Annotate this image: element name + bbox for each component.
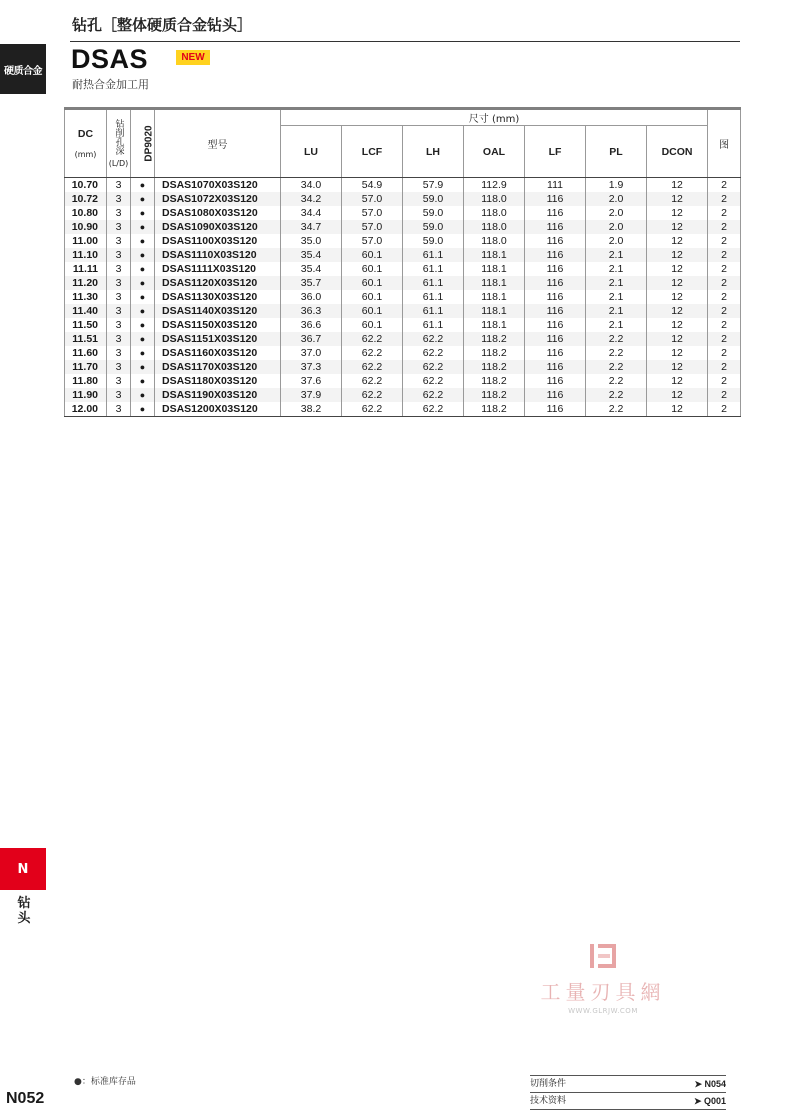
cell-stock: ● xyxy=(131,248,155,262)
table-row xyxy=(65,220,741,234)
header-dc-unit: (mm) xyxy=(74,150,97,159)
reference-target[interactable]: ➤ N054 xyxy=(694,1079,726,1089)
cell-model: DSAS1140X03S120 xyxy=(155,304,281,318)
header-dc: DC (mm) xyxy=(65,109,107,178)
cell-oal: 118.2 xyxy=(464,346,525,360)
reference-links xyxy=(530,1075,726,1110)
header-depth-unit: (L/D) xyxy=(108,158,129,168)
table-row xyxy=(65,332,741,346)
cell-ld: 3 xyxy=(107,346,131,360)
cell-pl: 2.1 xyxy=(586,304,647,318)
cell-oal: 118.0 xyxy=(464,234,525,248)
cell-stock: ● xyxy=(131,318,155,332)
cell-lcf: 60.1 xyxy=(342,318,403,332)
watermark-name: 工量刃具網 xyxy=(540,980,666,1004)
cell-lf: 111 xyxy=(525,178,586,193)
cell-stock: ● xyxy=(131,262,155,276)
cell-lf: 116 xyxy=(525,374,586,388)
section-tab-n[interactable]: N xyxy=(0,848,46,890)
cell-lf: 116 xyxy=(525,192,586,206)
cell-ld: 3 xyxy=(107,374,131,388)
cell-dc: 11.40 xyxy=(65,304,107,318)
cell-ld: 3 xyxy=(107,360,131,374)
cell-lu: 35.4 xyxy=(281,262,342,276)
cell-lf: 116 xyxy=(525,360,586,374)
product-subtitle: 耐热合金加工用 xyxy=(72,78,149,91)
table-row xyxy=(65,346,741,360)
cell-oal: 118.1 xyxy=(464,304,525,318)
header-lu: LU xyxy=(281,126,342,178)
cell-lcf: 54.9 xyxy=(342,178,403,193)
cell-lf: 116 xyxy=(525,276,586,290)
cell-pl: 2.0 xyxy=(586,220,647,234)
cell-ld: 3 xyxy=(107,220,131,234)
reference-label: 技术资料 xyxy=(530,1096,567,1106)
cell-fig: 2 xyxy=(708,276,741,290)
cell-oal: 118.2 xyxy=(464,374,525,388)
table-row xyxy=(65,360,741,374)
cell-dcon: 12 xyxy=(647,388,708,402)
header-lh: LH xyxy=(403,126,464,178)
cell-ld: 3 xyxy=(107,332,131,346)
cell-pl: 2.1 xyxy=(586,262,647,276)
cell-model: DSAS1160X03S120 xyxy=(155,346,281,360)
cell-dcon: 12 xyxy=(647,374,708,388)
cell-lh: 61.1 xyxy=(403,290,464,304)
cell-fig: 2 xyxy=(708,360,741,374)
cell-fig: 2 xyxy=(708,374,741,388)
header-lcf: LCF xyxy=(342,126,403,178)
cell-ld: 3 xyxy=(107,388,131,402)
cell-dc: 11.20 xyxy=(65,276,107,290)
watermark-url: WWW.GLRJW.COM xyxy=(568,1007,638,1015)
cell-lu: 34.7 xyxy=(281,220,342,234)
table-row xyxy=(65,402,741,417)
cell-dc: 10.72 xyxy=(65,192,107,206)
cell-fig: 2 xyxy=(708,192,741,206)
cell-lu: 38.2 xyxy=(281,402,342,417)
cell-model: DSAS1080X03S120 xyxy=(155,206,281,220)
cell-pl: 2.2 xyxy=(586,346,647,360)
cell-lh: 61.1 xyxy=(403,318,464,332)
cell-fig: 2 xyxy=(708,388,741,402)
cell-lh: 62.2 xyxy=(403,388,464,402)
cell-lh: 61.1 xyxy=(403,304,464,318)
cell-lcf: 62.2 xyxy=(342,402,403,417)
cell-fig: 2 xyxy=(708,402,741,417)
cell-lcf: 57.0 xyxy=(342,206,403,220)
table-row xyxy=(65,262,741,276)
cell-model: DSAS1190X03S120 xyxy=(155,388,281,402)
cell-model: DSAS1090X03S120 xyxy=(155,220,281,234)
table-row xyxy=(65,388,741,402)
cell-lf: 116 xyxy=(525,206,586,220)
cell-dcon: 12 xyxy=(647,206,708,220)
cell-lu: 37.3 xyxy=(281,360,342,374)
header-model: 型号 xyxy=(155,109,281,178)
cell-ld: 3 xyxy=(107,290,131,304)
cell-pl: 2.2 xyxy=(586,402,647,417)
cell-lf: 116 xyxy=(525,220,586,234)
cell-lu: 36.0 xyxy=(281,290,342,304)
cell-oal: 118.1 xyxy=(464,262,525,276)
cell-pl: 2.1 xyxy=(586,318,647,332)
table-row xyxy=(65,178,741,193)
cell-stock: ● xyxy=(131,346,155,360)
table-row xyxy=(65,276,741,290)
cell-stock: ● xyxy=(131,178,155,193)
cell-lcf: 60.1 xyxy=(342,248,403,262)
reference-target[interactable]: ➤ Q001 xyxy=(693,1096,726,1106)
cell-model: DSAS1151X03S120 xyxy=(155,332,281,346)
watermark xyxy=(536,942,670,1015)
cell-lh: 62.2 xyxy=(403,402,464,417)
cell-pl: 2.0 xyxy=(586,206,647,220)
cell-dc: 11.50 xyxy=(65,318,107,332)
cell-dcon: 12 xyxy=(647,290,708,304)
cell-dc: 11.80 xyxy=(65,374,107,388)
table-row xyxy=(65,290,741,304)
cell-dcon: 12 xyxy=(647,220,708,234)
header-oal: OAL xyxy=(464,126,525,178)
cell-fig: 2 xyxy=(708,346,741,360)
header-dcon: DCON xyxy=(647,126,708,178)
cell-dcon: 12 xyxy=(647,346,708,360)
cell-oal: 118.2 xyxy=(464,332,525,346)
cell-dc: 10.90 xyxy=(65,220,107,234)
cell-oal: 118.0 xyxy=(464,192,525,206)
header-pl: PL xyxy=(586,126,647,178)
cell-lh: 62.2 xyxy=(403,360,464,374)
cell-lh: 61.1 xyxy=(403,276,464,290)
cell-stock: ● xyxy=(131,290,155,304)
cell-dcon: 12 xyxy=(647,178,708,193)
cell-lcf: 62.2 xyxy=(342,332,403,346)
cell-lcf: 60.1 xyxy=(342,276,403,290)
cell-lf: 116 xyxy=(525,332,586,346)
cell-lf: 116 xyxy=(525,262,586,276)
cell-model: DSAS1180X03S120 xyxy=(155,374,281,388)
cell-lu: 34.4 xyxy=(281,206,342,220)
cell-oal: 118.0 xyxy=(464,206,525,220)
cell-dcon: 12 xyxy=(647,262,708,276)
cell-ld: 3 xyxy=(107,402,131,417)
cell-lu: 34.0 xyxy=(281,178,342,193)
cell-dc: 11.70 xyxy=(65,360,107,374)
cell-dcon: 12 xyxy=(647,360,708,374)
cell-stock: ● xyxy=(131,192,155,206)
cell-lh: 61.1 xyxy=(403,262,464,276)
cell-lcf: 62.2 xyxy=(342,374,403,388)
table-row xyxy=(65,304,741,318)
cell-lcf: 57.0 xyxy=(342,234,403,248)
cell-dcon: 12 xyxy=(647,304,708,318)
cell-dc: 10.80 xyxy=(65,206,107,220)
cell-lcf: 57.0 xyxy=(342,220,403,234)
cell-model: DSAS1100X03S120 xyxy=(155,234,281,248)
cell-ld: 3 xyxy=(107,262,131,276)
cell-pl: 2.2 xyxy=(586,388,647,402)
cell-lf: 116 xyxy=(525,318,586,332)
cell-fig: 2 xyxy=(708,332,741,346)
product-name: DSAS xyxy=(71,44,149,74)
cell-model: DSAS1110X03S120 xyxy=(155,248,281,262)
header-figure: 图 xyxy=(708,109,741,178)
cell-oal: 118.0 xyxy=(464,220,525,234)
cell-stock: ● xyxy=(131,220,155,234)
cell-dc: 10.70 xyxy=(65,178,107,193)
cell-pl: 1.9 xyxy=(586,178,647,193)
cell-stock: ● xyxy=(131,332,155,346)
cell-dc: 11.51 xyxy=(65,332,107,346)
cell-oal: 118.1 xyxy=(464,276,525,290)
cell-oal: 118.2 xyxy=(464,402,525,417)
cell-fig: 2 xyxy=(708,248,741,262)
cell-fig: 2 xyxy=(708,262,741,276)
cell-dcon: 12 xyxy=(647,402,708,417)
cell-lh: 57.9 xyxy=(403,178,464,193)
cell-dc: 11.00 xyxy=(65,234,107,248)
cell-ld: 3 xyxy=(107,178,131,193)
cell-oal: 118.1 xyxy=(464,248,525,262)
cell-lh: 59.0 xyxy=(403,192,464,206)
cell-dcon: 12 xyxy=(647,332,708,346)
section-tab-carbide[interactable]: 硬质合金 xyxy=(0,44,46,94)
cell-dc: 11.11 xyxy=(65,262,107,276)
header-depth: 钻削孔深 (L/D) xyxy=(107,109,131,178)
header-dimensions: 尺寸 (mm) xyxy=(281,109,708,126)
cell-lcf: 62.2 xyxy=(342,360,403,374)
cell-lu: 35.0 xyxy=(281,234,342,248)
cell-ld: 3 xyxy=(107,192,131,206)
cell-stock: ● xyxy=(131,304,155,318)
cell-lf: 116 xyxy=(525,388,586,402)
cell-lh: 62.2 xyxy=(403,332,464,346)
cell-oal: 118.1 xyxy=(464,318,525,332)
cell-model: DSAS1120X03S120 xyxy=(155,276,281,290)
table-row xyxy=(65,206,741,220)
cell-lu: 35.7 xyxy=(281,276,342,290)
cell-lh: 61.1 xyxy=(403,248,464,262)
cell-oal: 118.2 xyxy=(464,360,525,374)
cell-fig: 2 xyxy=(708,206,741,220)
cell-lf: 116 xyxy=(525,304,586,318)
new-badge: NEW xyxy=(176,50,210,65)
cell-fig: 2 xyxy=(708,234,741,248)
cell-oal: 118.2 xyxy=(464,388,525,402)
table-row xyxy=(65,234,741,248)
cell-model: DSAS1170X03S120 xyxy=(155,360,281,374)
cell-model: DSAS1200X03S120 xyxy=(155,402,281,417)
spec-table-container xyxy=(64,107,740,417)
section-label: 钻头 xyxy=(17,896,31,926)
cell-model: DSAS1070X03S120 xyxy=(155,178,281,193)
cell-lf: 116 xyxy=(525,234,586,248)
table-row xyxy=(65,248,741,262)
cell-ld: 3 xyxy=(107,248,131,262)
legend-note: ●：标准库存品 xyxy=(74,1077,136,1087)
cell-lu: 37.0 xyxy=(281,346,342,360)
cell-dc: 11.10 xyxy=(65,248,107,262)
table-row xyxy=(65,318,741,332)
table-row xyxy=(65,374,741,388)
cell-ld: 3 xyxy=(107,304,131,318)
cell-dc: 12.00 xyxy=(65,402,107,417)
cell-lu: 36.7 xyxy=(281,332,342,346)
cell-model: DSAS1130X03S120 xyxy=(155,290,281,304)
cell-fig: 2 xyxy=(708,220,741,234)
cell-model: DSAS1072X03S120 xyxy=(155,192,281,206)
cell-pl: 2.1 xyxy=(586,290,647,304)
cell-dcon: 12 xyxy=(647,318,708,332)
cell-pl: 2.1 xyxy=(586,276,647,290)
reference-label: 切削条件 xyxy=(530,1079,567,1089)
cell-dcon: 12 xyxy=(647,276,708,290)
cell-fig: 2 xyxy=(708,178,741,193)
cell-lh: 62.2 xyxy=(403,346,464,360)
watermark-logo-icon xyxy=(586,942,620,970)
cell-fig: 2 xyxy=(708,304,741,318)
cell-lh: 59.0 xyxy=(403,206,464,220)
cell-lu: 34.2 xyxy=(281,192,342,206)
cell-stock: ● xyxy=(131,206,155,220)
cell-lf: 116 xyxy=(525,402,586,417)
cell-stock: ● xyxy=(131,388,155,402)
cell-lcf: 57.0 xyxy=(342,192,403,206)
cell-lcf: 60.1 xyxy=(342,262,403,276)
cell-pl: 2.0 xyxy=(586,234,647,248)
spec-table xyxy=(64,107,741,417)
cell-stock: ● xyxy=(131,374,155,388)
cell-stock: ● xyxy=(131,402,155,417)
table-row xyxy=(65,192,741,206)
cell-lu: 36.6 xyxy=(281,318,342,332)
cell-lh: 59.0 xyxy=(403,234,464,248)
cell-stock: ● xyxy=(131,360,155,374)
cell-dcon: 12 xyxy=(647,234,708,248)
reference-cutting-conditions[interactable] xyxy=(530,1075,726,1092)
cell-dc: 11.90 xyxy=(65,388,107,402)
header-rule xyxy=(70,41,740,42)
cell-lu: 36.3 xyxy=(281,304,342,318)
cell-lcf: 60.1 xyxy=(342,290,403,304)
cell-lcf: 62.2 xyxy=(342,388,403,402)
cell-model: DSAS1150X03S120 xyxy=(155,318,281,332)
cell-dc: 11.60 xyxy=(65,346,107,360)
cell-ld: 3 xyxy=(107,234,131,248)
cell-lu: 37.6 xyxy=(281,374,342,388)
cell-lcf: 62.2 xyxy=(342,346,403,360)
cell-pl: 2.2 xyxy=(586,374,647,388)
page-number: N052 xyxy=(6,1090,45,1107)
cell-lu: 37.9 xyxy=(281,388,342,402)
cell-dcon: 12 xyxy=(647,192,708,206)
reference-technical-data[interactable] xyxy=(530,1092,726,1110)
cell-stock: ● xyxy=(131,276,155,290)
cell-lf: 116 xyxy=(525,248,586,262)
cell-ld: 3 xyxy=(107,276,131,290)
cell-pl: 2.1 xyxy=(586,248,647,262)
cell-dcon: 12 xyxy=(647,248,708,262)
cell-pl: 2.2 xyxy=(586,332,647,346)
cell-fig: 2 xyxy=(708,318,741,332)
cell-lu: 35.4 xyxy=(281,248,342,262)
cell-dc: 11.30 xyxy=(65,290,107,304)
header-lf: LF xyxy=(525,126,586,178)
cell-model: DSAS1111X03S120 xyxy=(155,262,281,276)
cell-lf: 116 xyxy=(525,290,586,304)
cell-ld: 3 xyxy=(107,206,131,220)
header-grade: DP9020 xyxy=(131,109,155,178)
cell-ld: 3 xyxy=(107,318,131,332)
cell-lcf: 60.1 xyxy=(342,304,403,318)
cell-fig: 2 xyxy=(708,290,741,304)
cell-lh: 59.0 xyxy=(403,220,464,234)
cell-oal: 112.9 xyxy=(464,178,525,193)
cell-lf: 116 xyxy=(525,346,586,360)
cell-pl: 2.0 xyxy=(586,192,647,206)
cell-lh: 62.2 xyxy=(403,374,464,388)
cell-oal: 118.1 xyxy=(464,290,525,304)
category-title: 钻孔［整体硬质合金钻头］ xyxy=(72,16,253,34)
cell-pl: 2.2 xyxy=(586,360,647,374)
spec-table-body xyxy=(65,178,741,417)
cell-stock: ● xyxy=(131,234,155,248)
